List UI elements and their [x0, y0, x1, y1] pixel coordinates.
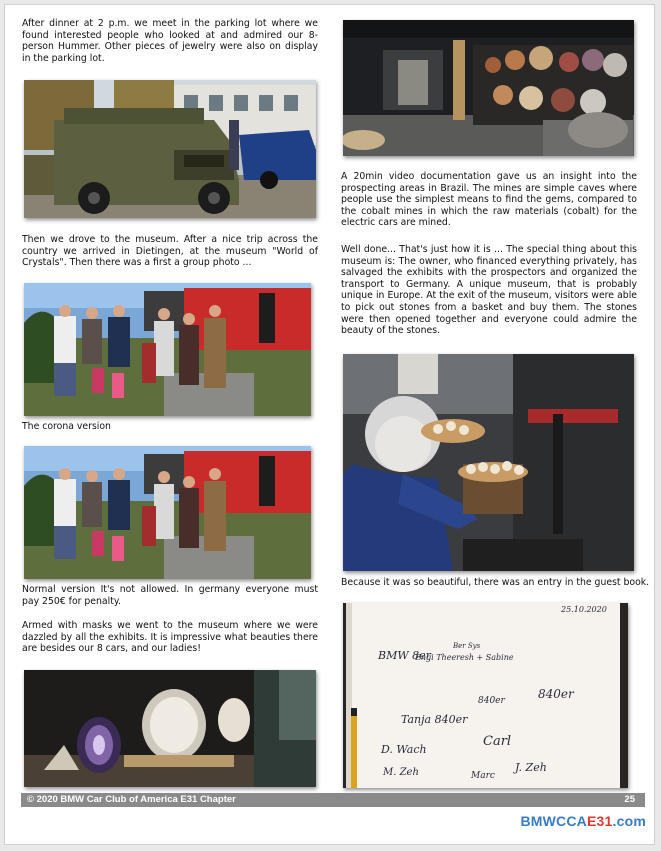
photo-museum-hall	[343, 20, 634, 156]
paragraph-museum-trip: Then we drove to the museum. After a nice trip across the country we arrived in Dietingen, at the museum "World of Crystals". Then there was a first a group photo ...	[22, 234, 318, 269]
page-number: 25	[624, 794, 635, 805]
photo-opening-stones	[343, 354, 634, 571]
guestbook-text: Tanja 840er	[401, 713, 468, 726]
guestbook-text: Marc	[471, 771, 495, 781]
guestbook-text: J. Zeh	[515, 761, 547, 774]
paragraph-masks: Armed with masks we went to the museum where we were dazzled by all the exhibits. It is impressive what beauties there are besides our 8 cars, and our ladies!	[22, 620, 318, 655]
logo-text-bmwcca: BMWCCA	[520, 813, 587, 829]
caption-guest-book: Because it was so beautiful, there was an entry in the guest book.	[341, 577, 650, 588]
footer-copyright: © 2020 BMW Car Club of America E31 Chapter	[27, 794, 236, 805]
guestbook-text: Carl	[483, 734, 512, 749]
caption-corona-version: The corona version	[22, 421, 111, 432]
paragraph-video-documentation: A 20min video documentation gave us an insight into the prospecting areas in Brazil. The mines are simple caves where people use the simplest means to find the gems, compared to the cobalt mines in which the raw materials (cobalt) for the electric cars are mined.	[341, 171, 637, 229]
guestbook-text: Ber Sys	[453, 642, 481, 650]
guestbook-text: BMW 8er	[378, 649, 431, 662]
caption-normal-version: Normal version It's not allowed. In germany everyone must pay 250€ for penalty.	[22, 584, 318, 607]
photo-museum-geodes	[24, 670, 316, 787]
guestbook-text: 840er	[538, 687, 574, 701]
paragraph-well-done: Well done... That's just how it is ... The special thing about this museum is: The owner, who financed everything privately, has salvaged the exhibits with the prospectors and organized the transport to Germany. A unique museum, that is probably unique in Europe. At the exit of the museum, visitors were able to pick out stones from a basket and buy them. The stones were then opened together and everyone could admire the beauty of the stones.	[341, 244, 637, 337]
photo-hummer-parking-lot	[24, 80, 316, 218]
guestbook-text: 25.10.2020	[561, 605, 607, 614]
guestbook-text: D. Wach	[381, 743, 427, 756]
footer-bar	[21, 793, 645, 807]
guestbook-text: M. Zeh	[383, 767, 419, 778]
paragraph-dinner: After dinner at 2 p.m. we meet in the parking lot where we found interested people who looked at and admired our 8-person Hummer. Other pieces of jewelry were also on display in the parking lot.	[22, 18, 318, 64]
logo-text-e31: E31	[587, 813, 613, 829]
guestbook-text: 840er	[478, 696, 505, 706]
photo-group-normal-version	[24, 446, 311, 579]
guestbook-text: Engi Theeresh + Sabine	[415, 653, 514, 662]
logo-text-com: .com	[612, 813, 646, 829]
bmwcca-e31-logo	[520, 813, 646, 829]
photo-guest-book	[343, 603, 628, 788]
photo-group-corona-version	[24, 283, 311, 416]
